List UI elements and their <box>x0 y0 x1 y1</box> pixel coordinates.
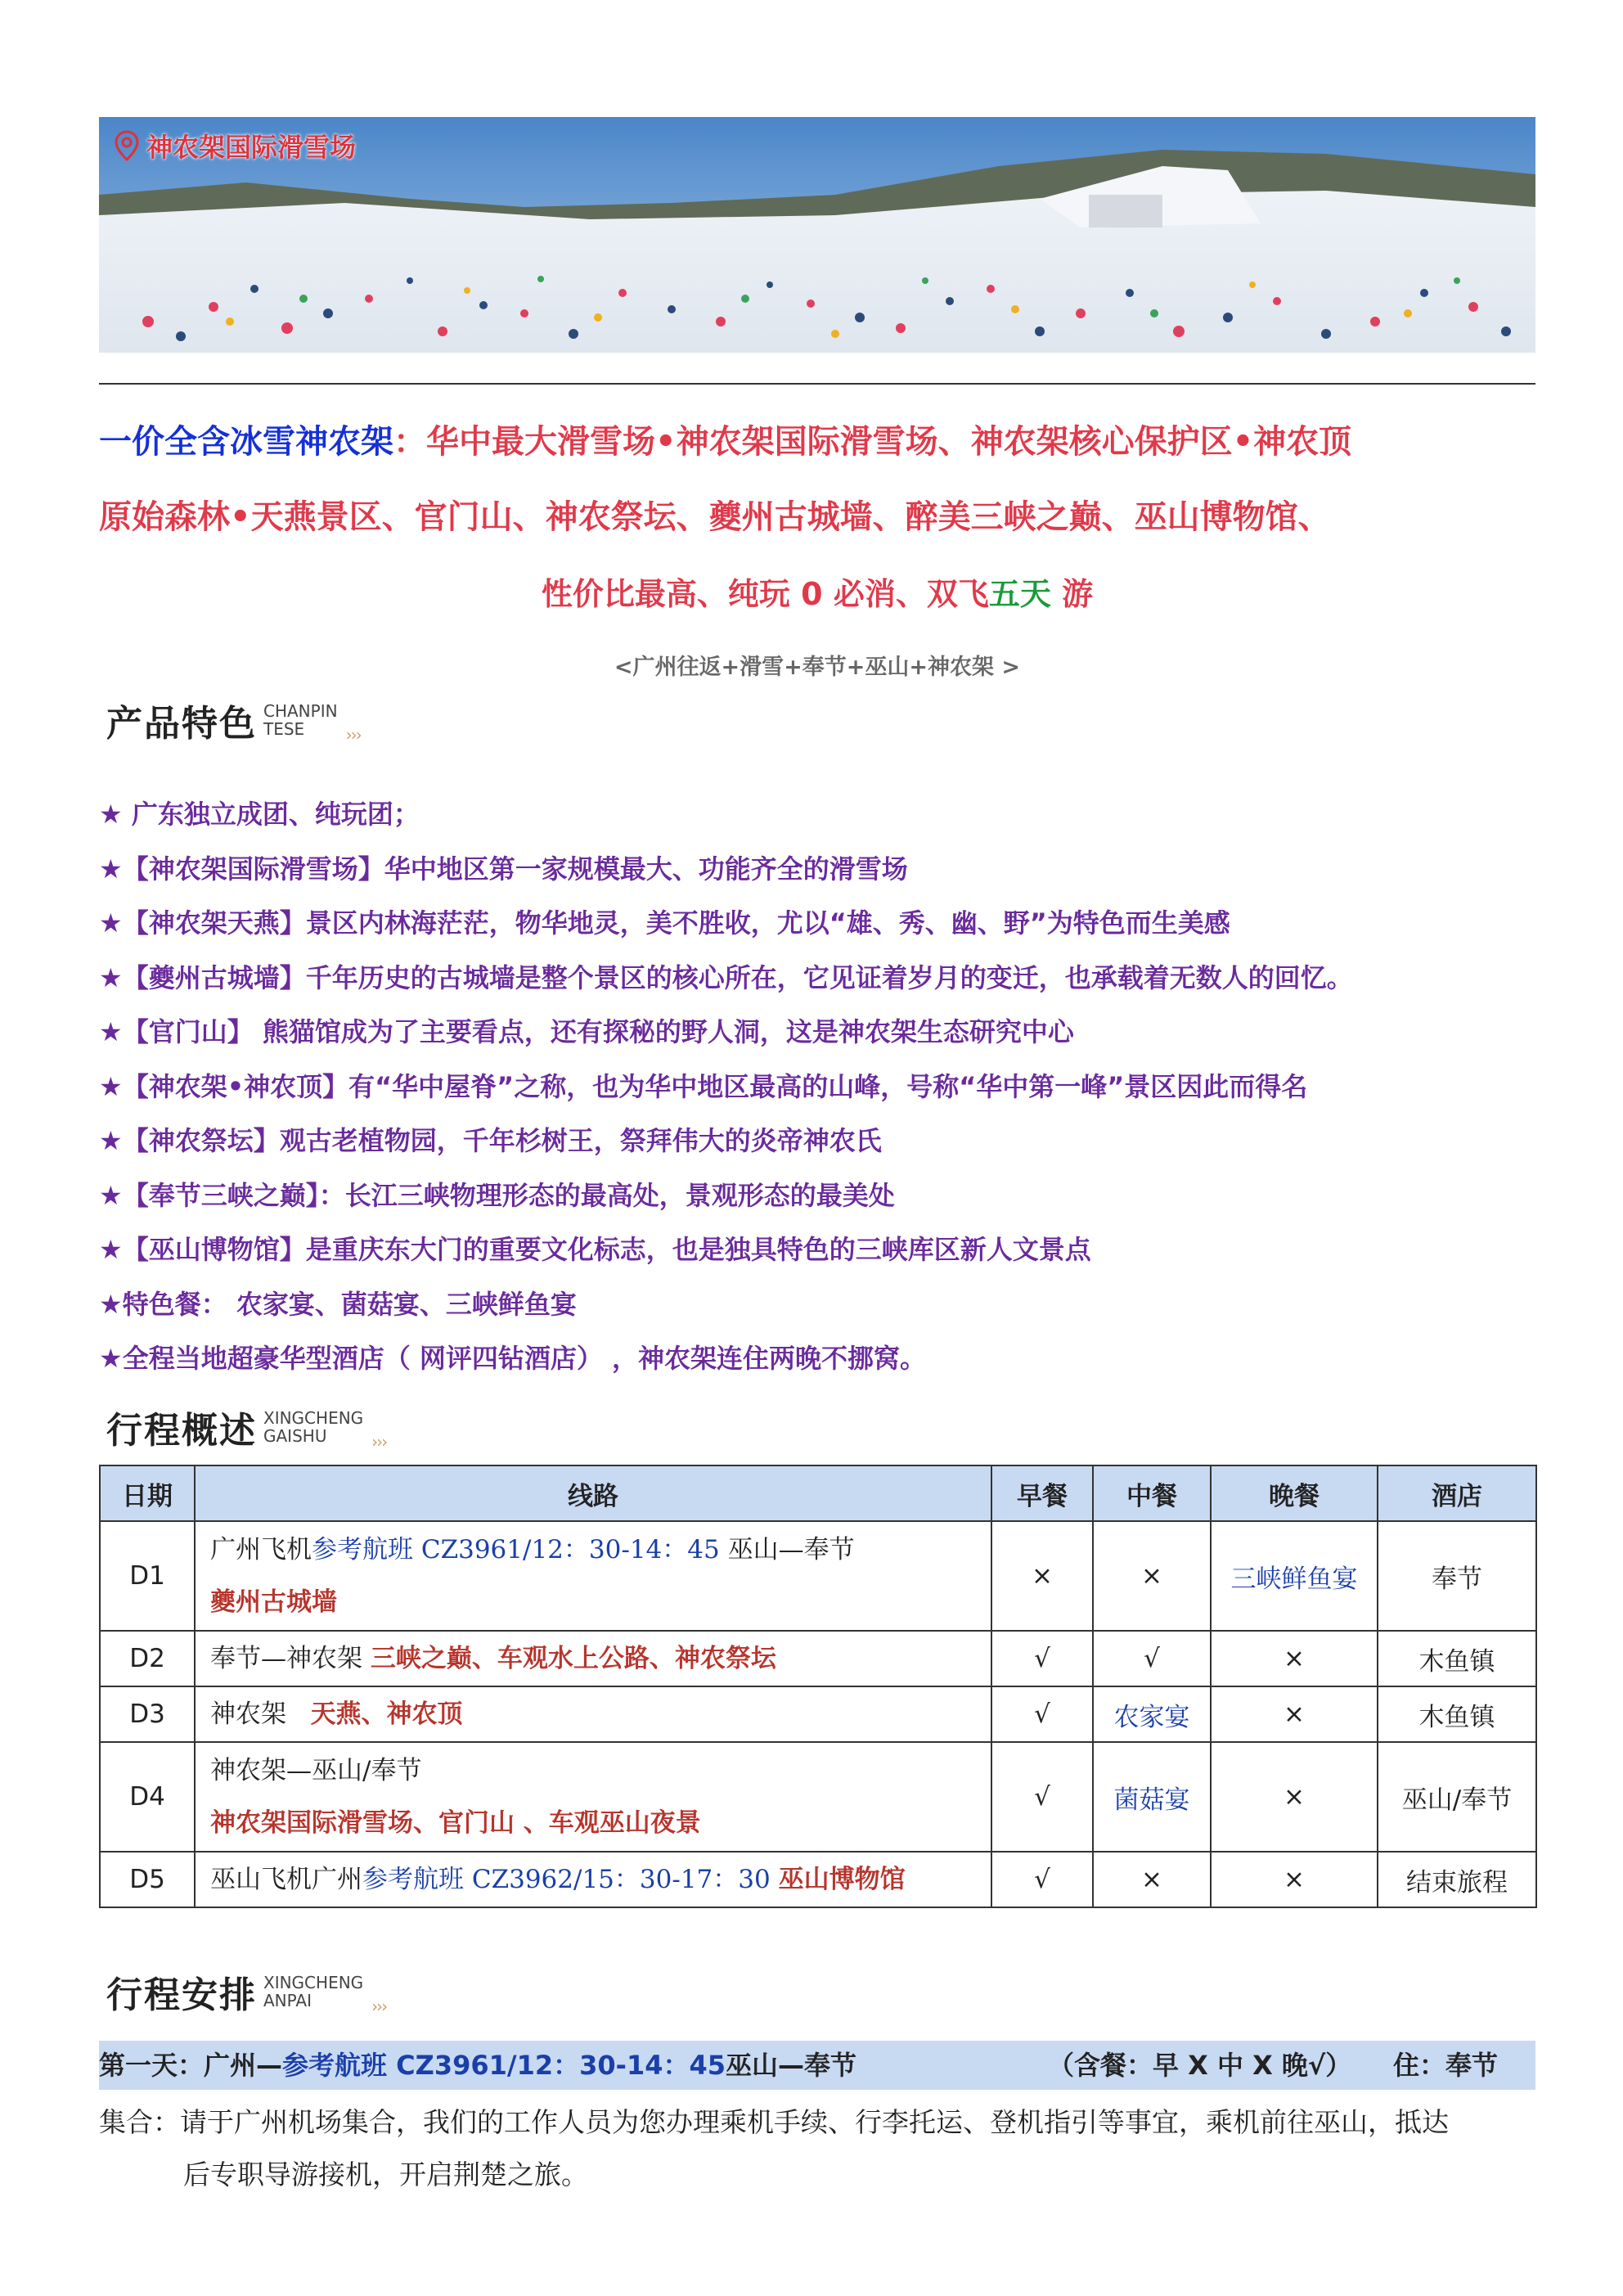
ski-resort-banner <box>99 117 1535 353</box>
chevrons-icon: ››› <box>345 725 361 745</box>
hotel-cell: 木鱼镇 <box>1378 1686 1536 1742</box>
itinerary-table <box>99 1465 1537 1908</box>
section-title: 产品特色 <box>106 703 257 745</box>
hotel-info: 住：奉节 <box>1393 2050 1499 2081</box>
breakfast-cell: √ <box>991 1852 1093 1907</box>
title-line3-a: 性价比最高、纯玩 0 必消、双飞 <box>541 576 989 612</box>
dinner-cell: × <box>1211 1742 1378 1852</box>
feature-list <box>99 787 1535 1386</box>
section-title: 行程概述 <box>106 1410 257 1452</box>
feature-item: ★全程当地超豪华型酒店（ 网评四钻酒店） ，神农架连住两晚不挪窝。 <box>99 1343 926 1374</box>
section-subtitle <box>263 702 338 738</box>
section-subtitle-line1: CHANPIN <box>263 701 338 721</box>
section-heading-features <box>106 694 361 746</box>
dinner-cell: × <box>1211 1686 1378 1742</box>
location-pin-icon <box>114 130 140 161</box>
day-1-header <box>99 2041 1535 2090</box>
dinner-cell: × <box>1211 1631 1378 1686</box>
section-subtitle-line2: GAISHU <box>263 1426 327 1446</box>
header-lunch: 中餐 <box>1093 1465 1211 1521</box>
breakfast-cell: √ <box>991 1742 1093 1852</box>
route-text: 神农架—巫山/奉节 <box>210 1756 422 1785</box>
feature-item: ★【巫山博物馆】是重庆东大门的重要文化标志，也是独具特色的三峡库区新人文景点 <box>99 1234 1091 1265</box>
chevrons-icon: ››› <box>371 1997 387 2016</box>
table-row <box>100 1631 1536 1686</box>
dinner-cell: × <box>1211 1852 1378 1907</box>
dinner-cell: 三峡鲜鱼宴 <box>1211 1521 1378 1631</box>
feature-item: ★【神农架国际滑雪场】华中地区第一家规模最大、功能齐全的滑雪场 <box>99 853 908 885</box>
feature-item: ★【官门山】 熊猫馆成为了主要看点，还有探秘的野人洞，这是神农架生态研究中心 <box>99 1016 1074 1047</box>
attractions: 天燕、神农顶 <box>310 1699 463 1729</box>
header-breakfast: 早餐 <box>991 1465 1093 1521</box>
feature-item: ★ 广东独立成团、纯玩团； <box>99 799 420 830</box>
feature-item: ★【神农架天燕】景区内林海茫茫，物华地灵，美不胜收，尤以“雄、秀、幽、野”为特色而生美感 <box>99 907 1230 939</box>
hotel-cell: 木鱼镇 <box>1378 1631 1536 1686</box>
header-dinner: 晚餐 <box>1211 1465 1378 1521</box>
flight-info: 参考航班 CZ3961/12：30-14：45 <box>282 2050 726 2081</box>
feature-item: ★特色餐： 农家宴、菌菇宴、三峡鲜鱼宴 <box>99 1288 577 1320</box>
table-row <box>100 1852 1536 1907</box>
section-subtitle-line1: XINGCHENG <box>263 1973 364 1992</box>
hotel-cell: 结束旅程 <box>1378 1852 1536 1907</box>
lunch-cell: × <box>1093 1521 1211 1631</box>
attractions: 巫山博物馆 <box>778 1865 906 1894</box>
lunch-cell: × <box>1093 1852 1211 1907</box>
banner-caption-text: 神农架国际滑雪场 <box>146 132 357 163</box>
flight-info: 参考航班 CZ3961/12：30-14：45 <box>312 1535 720 1564</box>
feature-item: ★【奉节三峡之巅】：长江三峡物理形态的最高处，景观形态的最美处 <box>99 1179 895 1211</box>
page-title-line-3 <box>99 569 1535 614</box>
section-title: 行程安排 <box>106 1974 257 2016</box>
header-hotel: 酒店 <box>1378 1465 1536 1521</box>
route-text <box>771 1865 779 1894</box>
breakfast-cell: √ <box>991 1686 1093 1742</box>
attractions: 三峡之巅、车观水上公路、神农祭坛 <box>370 1644 776 1673</box>
table-row <box>100 1742 1536 1852</box>
title-line3-b: 游 <box>1050 576 1094 612</box>
banner-location-label <box>114 127 356 164</box>
route-text: 奉节—神农架 <box>210 1644 371 1673</box>
feature-item: ★【神农架•神农顶】有“华中屋脊”之称，也为华中地区最高的山峰，号称“华中第一峰”景区因此而得名 <box>99 1070 1308 1102</box>
day-cell: D2 <box>100 1631 195 1686</box>
day-cell: D1 <box>100 1521 195 1631</box>
route-cell <box>195 1631 991 1686</box>
description-line: 后专职导游接机，开启荆楚之旅。 <box>183 2159 588 2190</box>
hotel-cell: 奉节 <box>1378 1521 1536 1631</box>
section-subtitle-line2: TESE <box>263 719 305 739</box>
table-row <box>100 1686 1536 1742</box>
table-row <box>100 1521 1536 1631</box>
divider <box>99 383 1535 385</box>
day-label: 第一天：广州— <box>99 2050 283 2081</box>
feature-item: ★【神农祭坛】观古老植物园，千年杉树王，祭拜伟大的炎帝神农氏 <box>99 1125 882 1156</box>
header-date: 日期 <box>100 1465 195 1521</box>
route-cell <box>195 1742 991 1852</box>
table-header-row <box>100 1465 1536 1521</box>
route-text: 巫山—奉节 <box>719 1535 855 1564</box>
lunch-cell: √ <box>1093 1631 1211 1686</box>
route-cell <box>195 1521 991 1631</box>
page-title-line-2: 原始森林•天燕景区、官门山、神农祭坛、夔州古城墙、醉美三峡之巅、巫山博物馆、 <box>99 498 1331 536</box>
flight-info: 参考航班 CZ3962/15：30-17：30 <box>362 1865 771 1894</box>
lunch-cell: 菌菇宴 <box>1093 1742 1211 1852</box>
hotel-cell: 巫山/奉节 <box>1378 1742 1536 1852</box>
meal-info: （含餐：早 X 中 X 晚√） <box>1048 2050 1352 2081</box>
route-text: 巫山飞机广州 <box>210 1865 362 1894</box>
section-subtitle-line1: XINGCHENG <box>263 1408 364 1428</box>
attractions: 夔州古城墙 <box>210 1587 337 1617</box>
route-cell <box>195 1686 991 1742</box>
attractions: 神农架国际滑雪场、官门山 、车观巫山夜景 <box>210 1808 701 1838</box>
day-cell: D4 <box>100 1742 195 1852</box>
route-text: 广州飞机 <box>210 1535 312 1564</box>
header-route: 线路 <box>195 1465 991 1521</box>
lunch-cell: 农家宴 <box>1093 1686 1211 1742</box>
description-line: 集合：请于广州机场集合，我们的工作人员为您办理乘机手续、行李托运、登机指引等事宜，乘机前往巫山，抵达 <box>99 2106 1449 2138</box>
day-cell: D3 <box>100 1686 195 1742</box>
breakfast-cell: × <box>991 1521 1093 1631</box>
day-cell: D5 <box>100 1852 195 1907</box>
section-subtitle-line2: ANPAI <box>263 1991 312 2010</box>
day-route: 巫山—奉节 <box>726 2050 857 2081</box>
title-highlight: 一价全含冰雪神农架 <box>99 423 393 461</box>
title-text: ：华中最大滑雪场•神农架国际滑雪场、神农架核心保护区•神农顶 <box>393 423 1352 461</box>
section-subtitle <box>263 1409 363 1445</box>
route-subtitle: <广州往返+滑雪+奉节+巫山+神农架 > <box>614 655 1021 680</box>
title-duration: 五天 <box>988 576 1051 612</box>
section-heading-schedule <box>106 1965 386 2018</box>
section-heading-overview <box>106 1401 386 1453</box>
feature-item: ★【夔州古城墙】千年历史的古城墙是整个景区的核心所在，它见证着岁月的变迁，也承载着无数人的回忆。 <box>99 961 1353 993</box>
chevrons-icon: ››› <box>371 1432 387 1452</box>
section-subtitle <box>263 1974 363 2010</box>
page-title-line-1 <box>99 416 1535 462</box>
route-text: 神农架 <box>210 1699 311 1729</box>
route-cell <box>195 1852 991 1907</box>
breakfast-cell: √ <box>991 1631 1093 1686</box>
day-1-description <box>99 2096 1539 2201</box>
